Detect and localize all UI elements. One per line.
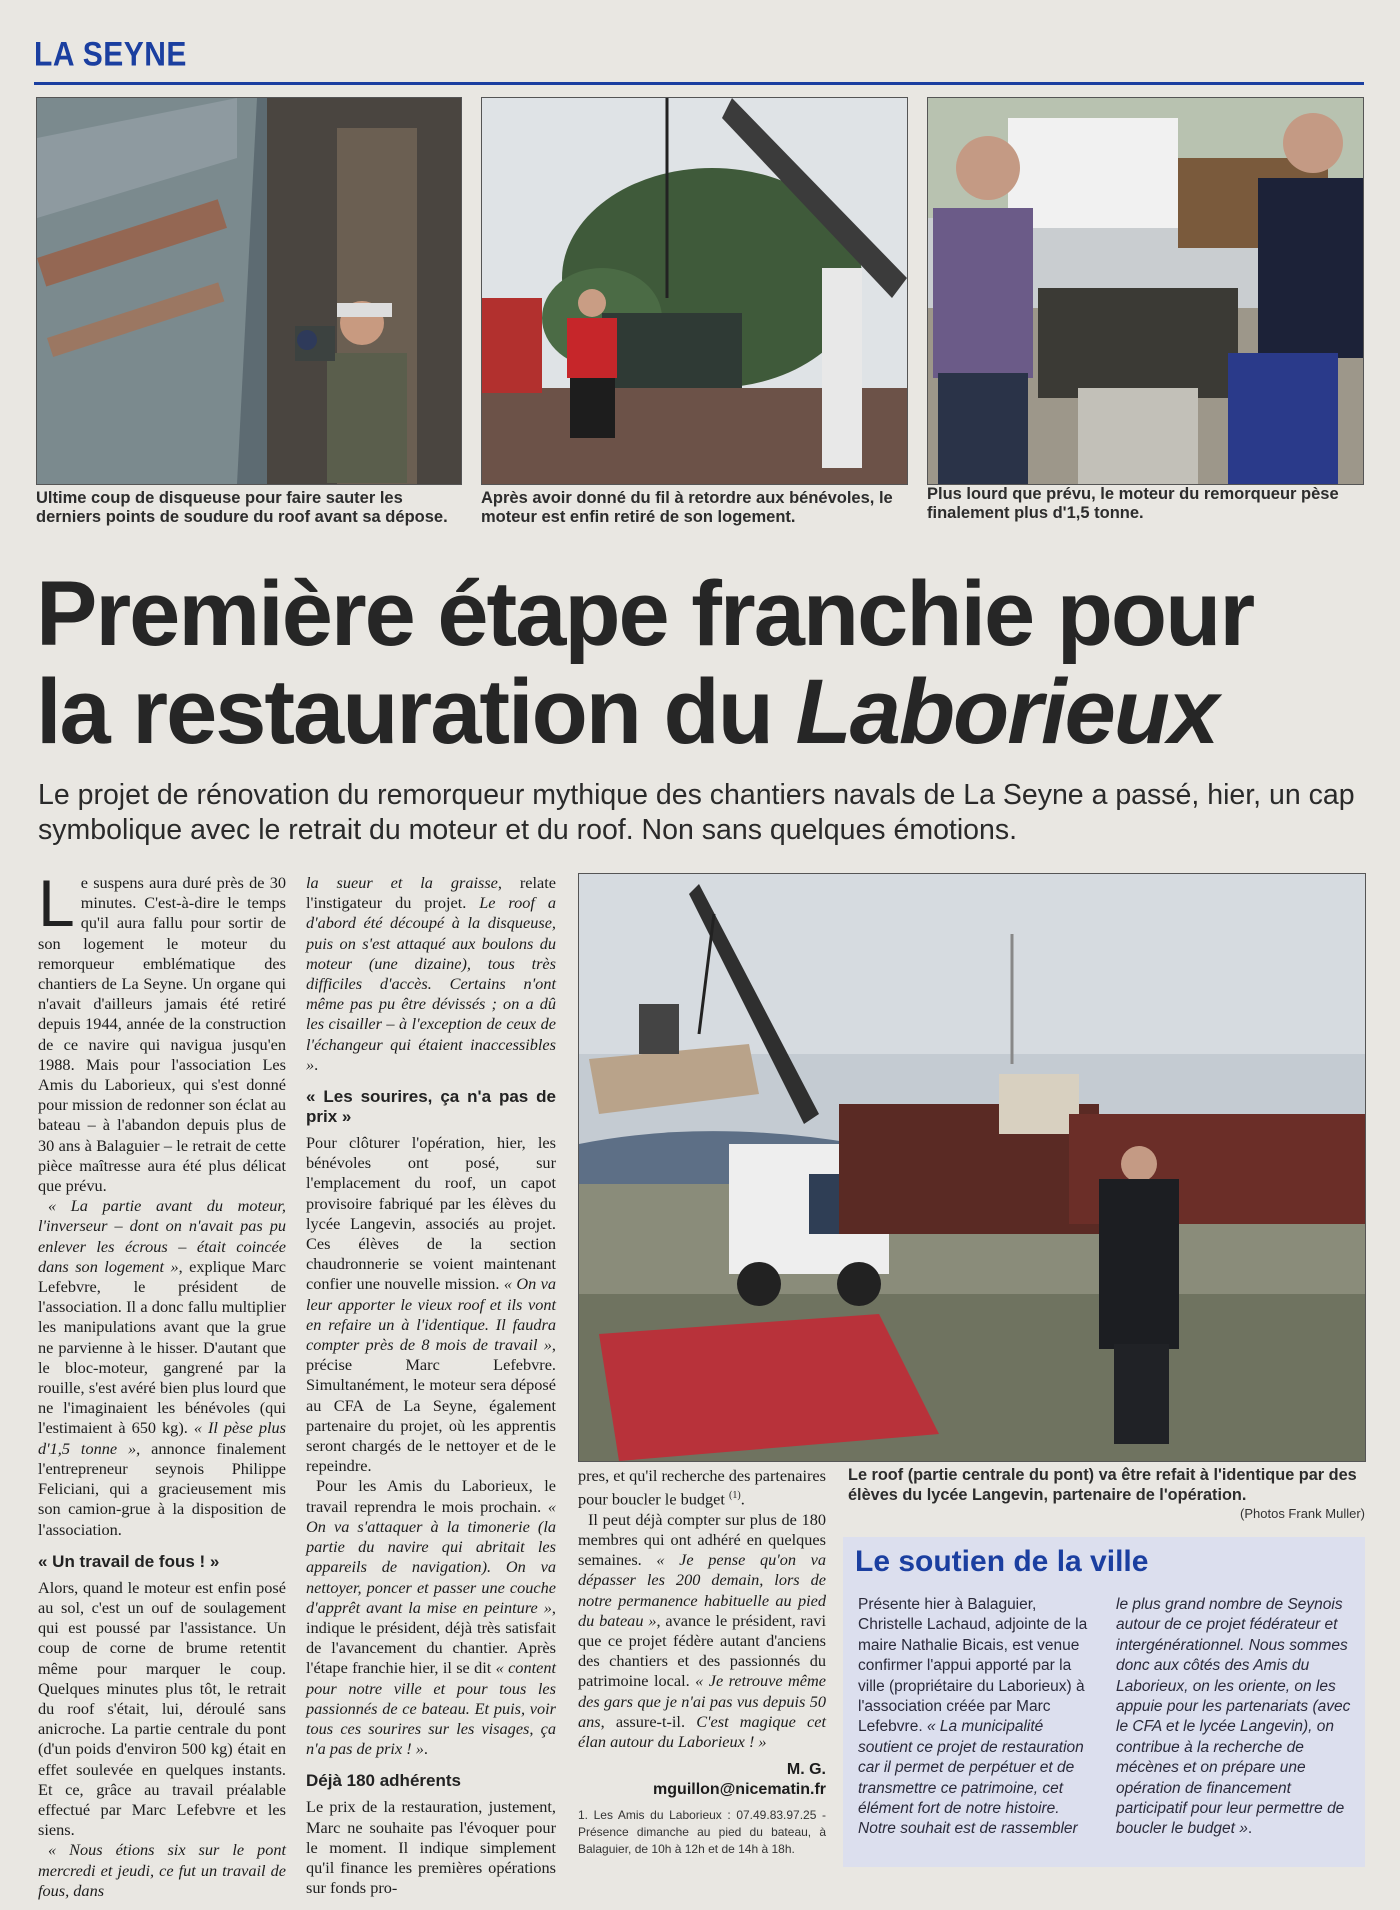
- footnote: 1. Les Amis du Laborieux : 07.49.83.97.25 - Présence dimanche au pied du bateau, à Balaguier, de 10h à 12h et de 14h à 18h.: [578, 1807, 826, 1856]
- col2-paragraph-2-rest: , précise Marc Lefebvre. Simultanément, le moteur sera déposé au CFA de La Seyne, également partenaire du projet, où les apprentis seront chargés de le nettoyer et de le repeindre.: [306, 1335, 556, 1476]
- col2-quote-2: Le roof a d'abord été découpé à la disqueuse, puis on s'est attaqué aux boulons du moteur (une dizaine), tous très difficiles d'accès. Certains n'ont même pas pu être dévissés ; on a dû les cisailler – à l'exception de ceux de l'échangeur qui étaient inaccessibles »: [306, 893, 556, 1074]
- col2-quote-4: « On va s'attaquer à la timonerie (la partie du navire qui abritait les appareils de navigation). On va nettoyer, poncer et passer une couche d'apprêt avant la mise en peinture »: [306, 1496, 556, 1617]
- author-email[interactable]: mguillon@nicematin.fr: [653, 1781, 826, 1799]
- col3-text-1: pres, et qu'il recherche des partenaires pour boucler le budget: [578, 1466, 826, 1509]
- col3-paragraph-2-rest: , avance le président, ravi que ce projet fédère autant d'anciens des chantiers et des passionnés du patrimoine local.: [578, 1610, 826, 1691]
- col1-quote-1: « La partie avant du moteur, l'inverseur – dont on n'avait pas pu enlever les écrous – était coincée dans son logement »: [38, 1196, 286, 1276]
- article-column-3: [578, 1466, 826, 1858]
- col2-quote-5: « content pour notre ville et pour tous les passionnés de ce bateau. Et puis, voir tous ces sourires sur les visages, ça n'a pas de prix ! »: [306, 1658, 556, 1759]
- box-quote-2: le plus grand nombre de Seynois autour de ce projet fédérateur et intergénérationnel. Nous sommes donc aux côtés des Amis du Laborieux, on les oriente, on les appuie pour les partenariats (avec le CFA et le lycée Langevin), on contribue à la recherche de mécènes et on prépare une opération de financement participatif pour leur permettre de boucler le budget »: [1116, 1596, 1351, 1838]
- col2-paragraph-3-rest: , indique le président, déjà très satisfait de l'avancement du chantier. Après l'étape franchie hier, il se dit: [306, 1597, 556, 1678]
- subheading-travail-de-fous: « Un travail de fous ! »: [38, 1551, 220, 1571]
- col3-paragraph-2: Il peut déjà compter sur plus de 180 membres qui ont adhéré en quelques semaines.: [578, 1509, 826, 1570]
- article-column-2: [306, 873, 556, 1898]
- subheading-sourires: « Les sourires, ça n'a pas de prix »: [306, 1087, 556, 1127]
- col3-quote-2: « Je retrouve même des gars que je n'ai pas vus depuis 50 ans: [578, 1671, 826, 1731]
- col2-text-1-end: .: [314, 1054, 319, 1074]
- box-title: Le soutien de la ville: [855, 1545, 1149, 1578]
- subheading-adherents: Déjà 180 adhérents: [306, 1771, 461, 1791]
- col3-text-1-end: .: [740, 1489, 745, 1509]
- box-column-2: [1116, 1595, 1356, 1840]
- photo-caption-3: Plus lourd que prévu, le moteur du remorqueur pèse finalement plus d'1,5 tonne.: [927, 485, 1339, 522]
- main-photo-caption: Le roof (partie centrale du pont) va être refait à l'identique par des élèves du lycée Langevin, partenaire de l'opération.: [848, 1466, 1357, 1504]
- col2-paragraph-2: Pour clôturer l'opération, hier, les bénévoles ont posé, sur l'emplacement du roof, un capot provisoire fabriqué par les élèves du lycée Langevin, associés au projet. Ces élèves de la section chaudronnerie se voient maintenant confier une nouvelle mission.: [306, 1133, 556, 1294]
- col2-paragraph-3-end: .: [423, 1739, 428, 1759]
- headline-line-1: Première étape franchie pour: [36, 563, 1254, 665]
- headline-boat-name: Laborieux: [795, 661, 1218, 763]
- photo-engine-weight: [927, 97, 1364, 485]
- headline-line-2-plain: la restauration du: [36, 661, 796, 763]
- section-rule: [34, 82, 1364, 85]
- photo-roof-lift: [578, 873, 1366, 1462]
- col3-quote-1: « Je pense qu'on va dépasser les 200 demain, lors de notre permanence habituelle au pied du bateau »: [578, 1550, 826, 1630]
- col2-paragraph-4: Le prix de la restauration, justement, Marc ne souhaite pas l'évoquer pour le moment. Il indique simplement qu'il finance les premières opérations sur fonds pro-: [306, 1797, 556, 1898]
- headline-line-2: [36, 663, 1376, 761]
- box-quote-1: « La municipalité soutient ce projet de restauration car il permet de perpétuer et de transmettre ce patrimoine, cet élément fort de notre histoire. Notre souhait est de rassembler: [858, 1718, 1084, 1838]
- article-column-1: [38, 866, 287, 1901]
- col1-paragraph-2-end: , annonce finalement l'entrepreneur seynois Philippe Feliciani, qui a gracieusement mis son camion-grue à la disposition de l'association.: [38, 1438, 286, 1539]
- photo-credit: (Photos Frank Muller): [1240, 1506, 1365, 1521]
- col3-paragraph-2-mid: , assure-t-il.: [600, 1711, 697, 1731]
- dropcap: L: [38, 866, 75, 940]
- sidebar-box: [843, 1537, 1365, 1867]
- photo-caption-1: Ultime coup de disqueuse pour faire sauter les derniers points de soudure du roof avant sa dépose.: [36, 489, 448, 526]
- col1-quote-2: « Il pèse plus d'1,5 tonne »: [38, 1418, 286, 1458]
- standfirst: Le projet de rénovation du remorqueur mythique des chantiers navals de La Seyne a passé, hier, un cap symbolique avec le retrait du moteur et du roof. Non sans quelques émotions.: [38, 779, 1355, 846]
- photo-caption-2: Après avoir donné du fil à retordre aux bénévoles, le moteur est enfin retiré de son logement.: [481, 489, 893, 526]
- col2-paragraph-3: Pour les Amis du Laborieux, le travail reprendra le mois prochain.: [306, 1476, 556, 1516]
- col1-quote-3: « Nous étions six sur le pont mercredi et jeudi, ce fut un travail de fous, dans: [38, 1840, 286, 1900]
- author-initials: M. G.: [786, 1761, 826, 1779]
- footnote-ref: (1): [729, 1490, 741, 1502]
- col2-quote-3: « On va leur apporter le vieux roof et ils vont en refaire un à l'identique. Il faudra compter près de 8 mois de travail »: [306, 1274, 557, 1355]
- col2-quote-1: la sueur et la graisse: [306, 873, 498, 892]
- box-column-1: [858, 1595, 1098, 1840]
- col1-paragraph-1: e suspens aura duré près de 30 minutes. C'est-à-dire le temps qu'il aura fallu pour sortir de son logement le moteur du remorqueur emblématique des chantiers de La Seyne. Un organe qui n'avait d'ailleurs jamais été retiré depuis 1944, année de la construction de ce navire qui navigua jusqu'en 1988. Mais pour l'association Les Amis du Laborieux, qui s'est donné pour mission de redonner son éclat au bateau – à l'abandon depuis plus de 30 ans à Balaguier – le retrait de cette pièce maîtresse aura été plus délicat que prévu.: [38, 873, 286, 1196]
- col3-quote-3: C'est magique cet élan autour du Laborieux ! »: [578, 1711, 826, 1752]
- headline: [36, 565, 1376, 761]
- col1-paragraph-2: , explique Marc Lefebvre, le président de l'association. Il a donc fallu multiplier les manipulations avant que la grue ne parvienne à le hisser. D'autant que le bloc-moteur, gangrené par la rouille, s'est avéré bien plus lourd que ne l'imaginaient les bénévoles (qui l'estimaient à 650 kg).: [38, 1256, 287, 1438]
- box-text-1: Présente hier à Balaguier, Christelle Lachaud, adjointe de la maire Nathalie Bicais, est venue confirmer l'appui apporté par la ville (propriétaire du Laborieux) à l'association créée par Marc Lefebvre.: [858, 1596, 1088, 1736]
- section-title: LA SEYNE: [34, 35, 187, 74]
- col2-text-1: , relate l'instigateur du projet.: [306, 873, 557, 913]
- box-text-2-end: .: [1247, 1820, 1253, 1838]
- col1-paragraph-3: Alors, quand le moteur est enfin posé au sol, c'est un ouf de soulagement qui est poussé par l'assistance. Un coup de corne de brume retentit même pour marquer le coup. Quelques minutes plus tôt, le retrait du roof s'était, lui, déroulé sans anicroche. La partie centrale du pont (d'un poids d'environ 500 kg) était en effet soulevée en quelques instants. Et ce, grâce au travail préalable effectué par Marc Lefebvre et les siens.: [38, 1577, 286, 1840]
- photo-grinder: [36, 97, 462, 485]
- photo-engine-crane: [481, 97, 908, 485]
